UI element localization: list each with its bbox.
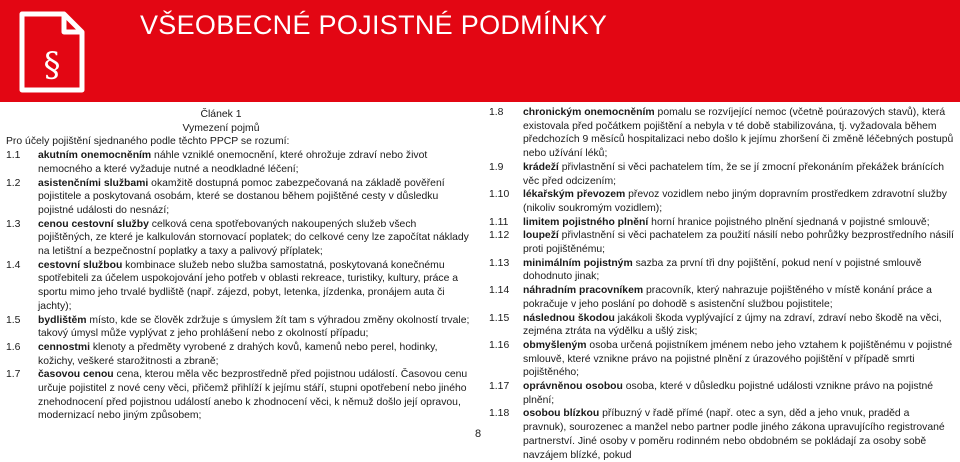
definition-body (523, 339, 955, 380)
definition-text: přivlastnění si věci pachatelem za použití násilí nebo pohrůžky bezprostředního násilí proti pojištěnému; (523, 230, 954, 256)
definition-body (38, 149, 472, 176)
definition-term: následnou škodou (523, 312, 615, 324)
definition-item (489, 284, 955, 311)
definition-text: horní hranice pojistného plnění sjednaná v pojistné smlouvě; (648, 216, 930, 228)
definition-body (523, 380, 955, 407)
definition-term: cenou cestovní služby (38, 218, 149, 230)
definition-body (523, 106, 955, 161)
definition-body (523, 161, 955, 188)
definition-item (6, 218, 472, 259)
definition-number: 1.3 (6, 218, 21, 230)
definition-number: 1.14 (489, 285, 510, 297)
definition-item (489, 229, 955, 256)
definition-term: asistenčními službami (38, 177, 149, 189)
definition-item (489, 407, 955, 462)
document-paragraph-icon (18, 10, 86, 94)
definition-term: bydlištěm (38, 314, 87, 326)
definition-term: oprávněnou osobou (523, 381, 623, 393)
definition-body (38, 314, 472, 341)
definition-number: 1.18 (489, 408, 510, 420)
definition-body (523, 257, 955, 284)
definition-item (6, 341, 472, 368)
definition-term: cestovní službou (38, 259, 123, 271)
header-banner (0, 0, 960, 102)
definition-body (523, 216, 955, 230)
definition-body (38, 341, 472, 368)
definition-number: 1.4 (6, 259, 21, 271)
definition-term: limitem pojistného plnění (523, 216, 649, 228)
definition-term: osobou blízkou (523, 408, 600, 420)
definition-body (523, 407, 955, 462)
definition-item (489, 339, 955, 380)
definition-item (489, 161, 955, 188)
definition-number: 1.10 (489, 189, 510, 201)
definition-body (38, 177, 472, 218)
definition-term: obmyšleným (523, 339, 587, 351)
definitions-list-left (6, 149, 472, 423)
definition-number: 1.6 (6, 341, 21, 353)
definition-text: příbuzný v řadě přímé (např. otec a syn, děd a jeho vnuk, praděd a pravnuk), sourozenec a manžel nebo partner podle jiného zákona upravujícího registrované partnerství. Jiné osoby v poměru rodinném nebo obdobném se pokládají za osoby sobě navzájem blízké, pokud (523, 408, 945, 461)
definition-number: 1.7 (6, 369, 21, 381)
definition-number: 1.8 (489, 107, 504, 118)
definition-text: pomalu se rozvíjející nemoc (včetně poúrazových stavů), která existovala před počátkem pojištění a nebyla v té době stabilizována, tj. vyžadovala během předchozích 9 měsíců hospitalizaci nebo došlo k jejímu zhoršení či změně léčebných postupů nebo užívání léků; (523, 107, 954, 160)
definition-number: 1.1 (6, 150, 21, 162)
definition-item (6, 149, 472, 176)
definition-item (489, 188, 955, 215)
definition-body (523, 188, 955, 215)
definition-term: časovou cenou (38, 369, 114, 381)
definition-body (523, 312, 955, 339)
right-column (489, 106, 955, 462)
article-subheading: Vymezení pojmů (182, 122, 260, 134)
definition-term: krádeží (523, 161, 559, 173)
definition-body (523, 284, 955, 311)
definition-text: osoba určená pojistníkem jménem nebo jeho vztahem k pojištěnému v pojistné smlouvě, které vznikne právo na pojistné plnění z úrazového pojištění v případě smrti pojištěného; (523, 339, 953, 379)
definition-number: 1.13 (489, 257, 510, 269)
definition-item (489, 257, 955, 284)
definition-item (489, 380, 955, 407)
definition-text: klenoty a předměty vyrobené z drahých kovů, kamenů nebo perel, hodinky, kožichy, veškeré starožitnosti a zbraně; (38, 341, 438, 367)
page-title: VŠEOBECNÉ POJISTNÉ PODMÍNKY (140, 10, 608, 40)
definition-term: minimálním pojistným (523, 257, 633, 269)
svg-text:§: § (43, 45, 61, 85)
definition-term: chronickým onemocněním (523, 107, 655, 118)
definition-number: 1.11 (489, 216, 509, 228)
definition-text: osoba, které v důsledku pojistné události vznikne právo na pojistné plnění; (523, 381, 934, 406)
definition-body (38, 368, 472, 423)
definition-item (6, 177, 472, 218)
definition-term: lékařským převozem (523, 189, 626, 201)
definition-term: náhradním pracovníkem (523, 285, 644, 297)
definition-number: 1.15 (489, 312, 510, 324)
definition-item (6, 314, 472, 341)
page-number: 8 (475, 428, 482, 440)
definition-text: sazba za první tři dny pojištění, pokud není v pojistné smlouvě dohodnuto jinak; (523, 257, 922, 283)
definition-text: místo, kde se člověk zdržuje s úmyslem žít tam s výhradou změny okolností trvale; takový úmysl může vyplývat z jeho prohlášení nebo z okolností případu; (38, 314, 470, 340)
definition-number: 1.12 (489, 230, 510, 242)
left-column (6, 108, 472, 423)
definition-text: okamžitě dostupná pomoc zabezpečovaná na základě pověření pojistitele a poskytovaná osobám, které se dostanou během pojištěné cesty v důsledku pojistné události do nesnází; (38, 177, 445, 216)
definition-term: akutním onemocněním (38, 150, 152, 162)
definition-text: převoz vozidlem nebo jiným dopravním prostředkem zdravotní služby (nikoliv soukromým vozidlem); (523, 189, 947, 214)
definition-number: 1.9 (489, 161, 504, 173)
definition-text: cena, kterou měla věc bezprostředně před pojistnou událostí. Časovou cenu určuje pojistitel z nové ceny věci, přičemž přihlíží k jejímu stáří, stupni opotřebení nebo jiného znehodnocení před pojistnou událostí anebo k zhodnocení věci, k němuž došlo její opravou, modernizací nebo jiným způsobem; (38, 369, 468, 422)
definition-text: kombinace služeb nebo služba samostatná, poskytovaná konečnému spotřebiteli za účelem uspokojování jeho potřeb v oblasti rekreace, turistiky, kultury, práce a sportu mimo jeho trvalé bydliště (např. zájezd, pobyt, letenka, jízdenka, pronájem auta či jachty); (38, 259, 459, 312)
definition-text: přivlastnění si věci pachatelem tím, že se jí zmocní překonáním překážek bránících věc před odcizením; (523, 161, 945, 187)
definition-text: náhle vzniklé onemocnění, které ohrožuje zdraví nebo život nemocného a které vyžaduje nutné a neodkladné léčení; (38, 150, 428, 175)
definitions-list-right (489, 106, 955, 462)
definition-item (489, 106, 955, 161)
intro-text: Pro účely pojištění sjednaného podle těchto PPCP se rozumí: (6, 136, 290, 148)
definition-number: 1.16 (489, 339, 510, 351)
definition-term: loupeží (523, 230, 559, 242)
definition-item (6, 368, 472, 423)
definition-text: celková cena spotřebovaných nakoupených služeb všech pojištěných, ze které je kalkulován stornovací poplatek; do celkové ceny lze započítat náklady na letištní a bezpečnostní poplatky a taxy a palivový příplatek; (38, 218, 469, 258)
definition-body (38, 218, 472, 259)
definition-item (489, 312, 955, 339)
definition-number: 1.2 (6, 177, 21, 189)
definition-body (38, 259, 472, 314)
definition-number: 1.17 (489, 381, 510, 393)
definition-item (6, 259, 472, 314)
definition-item (489, 216, 955, 230)
definition-term: cennostmi (38, 341, 90, 353)
definition-text: jakákoli škoda vyplývající z újmy na zdraví, zdraví nebo škodě na věci, zejména ztráta na výdělku a ušlý zisk; (523, 312, 942, 338)
definition-text: pracovník, který nahrazuje pojištěného v místě konání práce a pokračuje v jeho poslání po dohodě s asistenční službou pojistitele; (523, 285, 932, 310)
article-heading: Článek 1 (200, 109, 242, 120)
definition-number: 1.5 (6, 314, 21, 326)
definition-body (523, 229, 955, 256)
